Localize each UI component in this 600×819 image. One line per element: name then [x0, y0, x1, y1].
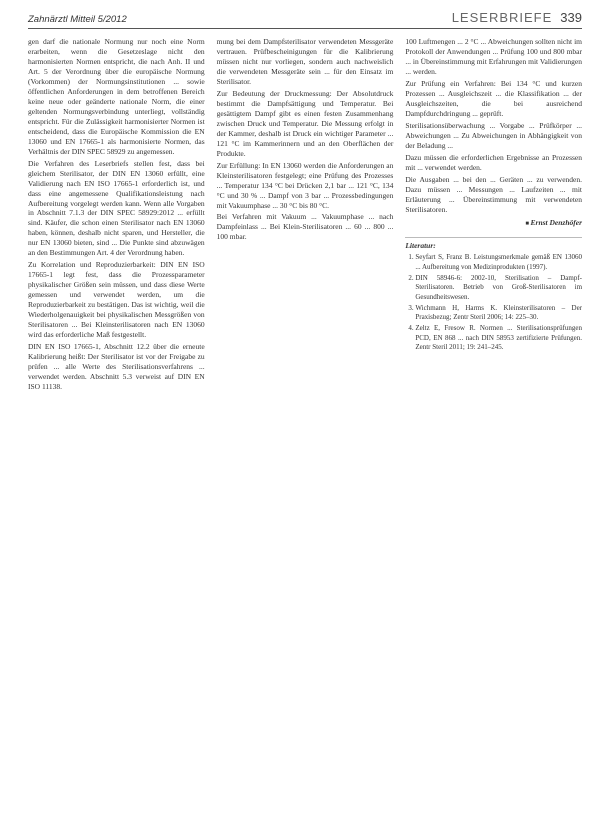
reference-item: 2. DIN 58946-6: 2002-10, Sterilisation – Dampf-Sterilisatoren. Betrieb von Groß-Sterilisatoren im Gesundheitswesen.: [415, 274, 582, 302]
paragraph: mung bei dem Dampfsterilisator verwendeten Messgeräte vertrauen. Prüfbescheinigungen für die Kalibrierung müssen nicht nur vorliegen, sondern auch nachweislich die verwendeten Messgeräte sein ... für den Einsatz im Sterilisator.: [216, 37, 394, 86]
references-heading: Literatur:: [405, 237, 582, 251]
author-signature: ■ Ernst Denzhöfer: [405, 218, 582, 229]
column-1: [28, 37, 205, 394]
page-number: 339: [560, 10, 582, 25]
reference-item: 1. Seyfart S, Franz B. Leistungsmerkmale gemäß EN 13060 ... Aufbereitung von Medizinprodukten (1997).: [415, 253, 582, 272]
paragraph: DIN EN ISO 17665-1, Abschnitt 12.2 über die erneute Kalibrierung heißt: Der Sterilisator ist vor der Freigabe zu prüfen ... alle Werte des Sterilisationsverfahrens ... verwendet werden. Abschnitt 5.3 verweist auf DIN EN ISO 11138.: [28, 342, 205, 391]
paragraph: Bei Verfahren mit Vakuum ... Vakuumphase ... nach Dampfeinlass ... Bei Klein-Sterilisatoren ... 60 ... 800 ... 100 mbar.: [216, 212, 394, 242]
header-right: [452, 10, 582, 25]
reference-item: 4. Zeltz E, Fresow R. Normen ... Sterilisationsprüfungen PCD, EN 868 ... nach DIN 58953 zertifizierte Prüfungen. Zentr Steril 2011; 19: 241–245.: [415, 324, 582, 352]
paragraph: Dazu müssen die erforderlichen Ergebnisse an Prozessen mit ... verwendet werden.: [405, 152, 583, 172]
page-header: [28, 10, 582, 29]
reference-item: 3. Wichmann H, Harms K. Kleinsterilisatoren – Der Praxisbezug; Zentr Steril 2006; 14: 225–30.: [415, 304, 582, 323]
section-title: LESERBRIEFE: [451, 10, 553, 25]
paragraph: gen darf die nationale Normung nur noch eine Norm erarbeiten, wenn die Gesetzeslage nicht den harmonisierten Normen entspricht, die nach Anh. II und Art. 5 der Verordnung über die europäische Normung (Vorkommen) der Normungsinstitutionen ... sowie öffentlichen Anforderungen in dem betroffenen Bereich keine neue oder geänderte nationale Norm, die einer geltenden Normungsverbindung unterliegt, vollständig entspricht. Für die Zulässigkeit harmonisierter Normen ist entscheidend, dass die Europäische Kommission die EN 13060 und EN 17665-1 als harmonisierte Normen, das Verhältnis der DIN SPEC 58929 zu angemessen.: [28, 37, 205, 156]
references-list: [405, 253, 582, 352]
column-2: [217, 37, 394, 394]
paragraph: Die Ausgaben ... bei den ... Geräten ... zu verwenden. Dazu müssen ... Messungen ... Laufzeiten ... mit Erläuterung ... Übereinstimmung mit verwendeten Sterilisatoren.: [405, 174, 583, 214]
paragraph: Zur Prüfung ein Verfahren: Bei 134 °C und kurzen Prozessen ... Ausgleichszeit ... die Klassifikation ... der Ausgleichszeiten, die bei ausreichend Dampfdurchdringung ... geprüft.: [405, 78, 583, 118]
paragraph: Zur Bedeutung der Druckmessung: Der Absolutdruck bestimmt die Dampfsättigung und Temperatur. Bei gesättigtem Dampf gibt es einen festen Zusammenhang zwischen Druck und Temperatur. Die Messung erfolgt in der Kammer, deshalb ist Druck ein wichtiger Parameter ... 121 °C im Kammerinnern und an den Oberflächen der Produkte.: [216, 88, 394, 158]
column-3: [405, 37, 582, 394]
paragraph: Zu Korrelation und Reproduzierbarkeit: DIN EN ISO 17665-1 legt fest, dass die Prozessparameter physikalischer Größen sein müssen, und dass diese Werte gemessen und verwendet werden, um die Reproduzierbarkeit zu bestätigen. Das ist wichtig, weil die Wiederholgenauigkeit bei physikalischen Messgrößen von Sterilisatoren ... Bei Kleinsterilisatoren nach EN 13060 wird das erforderliche Maß festgestellt.: [28, 260, 205, 340]
paragraph: 100 Luftmengen ... 2 °C ... Abweichungen sollten nicht im Protokoll der Anwendungen ... Prüfung 100 und 800 mbar ... in Übereinstimmung mit Erfahrungen mit Validierungen ... werden.: [405, 37, 583, 76]
paragraph: Zur Erfüllung: In EN 13060 werden die Anforderungen an Kleinsterilisatoren festgelegt; eine Prüfung des Prozesses ... Temperatur 134 °C bei Drücken 2,1 bar ... 121 °C, 134 °C und 30 % ... Dampf von 3 bar ... Prozessbedingungen mit Vakuumphase ... 30 °C bis 80 °C.: [216, 160, 394, 210]
journal-name: Zahnärztl Mitteil 5/2012: [28, 14, 127, 25]
text-columns: [28, 37, 582, 394]
paragraph: Sterilisationsüberwachung ... Vorgabe ... Prüfkörper ... Abweichungen ... Zu Abweichungen in Abhängigkeit von der Beladung ...: [405, 120, 583, 150]
paragraph: Die Verfahren des Leserbriefs stellen fest, dass bei gleichem Sterilisator, der DIN EN 13060 erfüllt, eine Validierung nach EN ISO 17665-1 erforderlich ist, und dass eine angemessene Qualifikationsleistung nach Aufbereitung vorgelegt werden kann. Wenn alle Vorgaben in Abschnitt 7.1.3 der DIN SPEC 58929:2012 ... erfüllt sind. Käufer, die schon einen Sterilisator nach EN 13060 haben, können, deshalb nicht sparen, und Hersteller, die nur EN 13060 bieten, sind ... Die Punkte sind abzuwägen an den Bestimmungen Art. 4 der Verordnung haben.: [28, 158, 205, 258]
